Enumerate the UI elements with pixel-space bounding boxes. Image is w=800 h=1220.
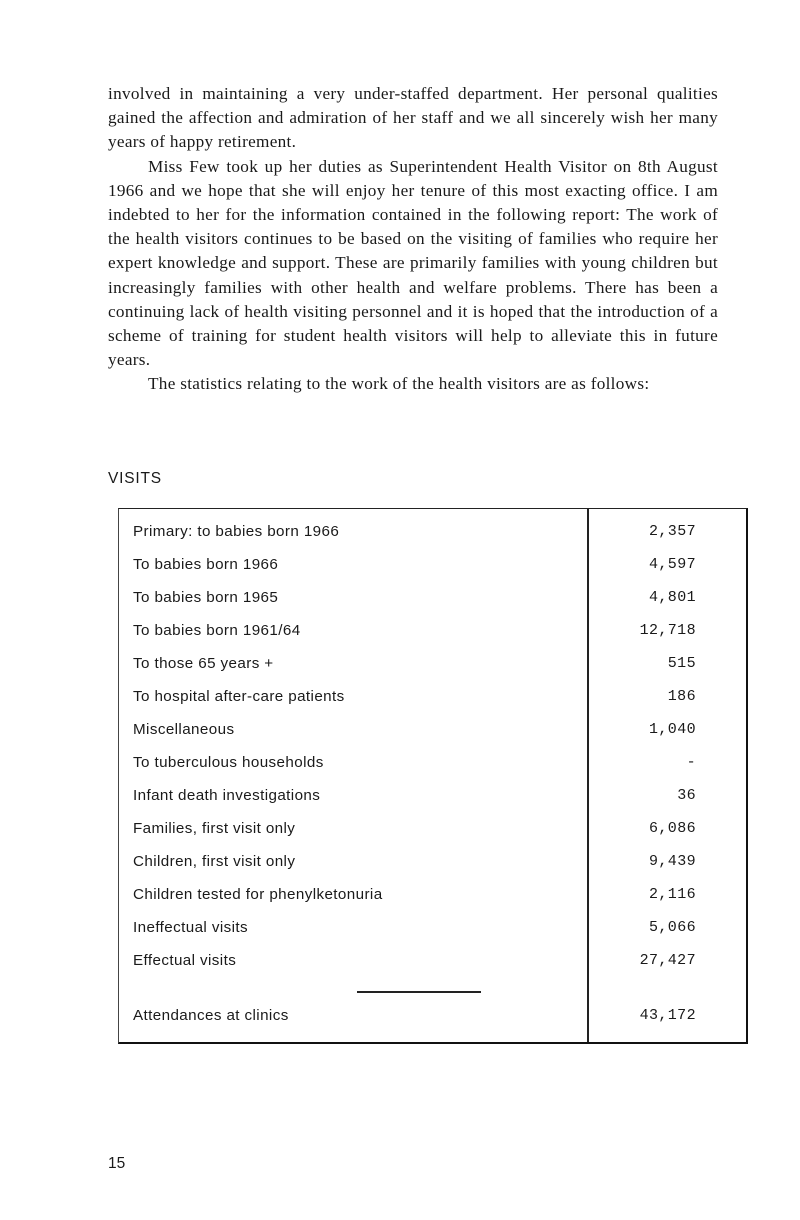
row-value: 515 xyxy=(667,655,696,672)
section-heading-visits: VISITS xyxy=(108,470,162,487)
table-row xyxy=(119,517,746,547)
paragraph-statistics-intro: The statistics relating to the work of the health visitors are as follows: xyxy=(148,374,650,394)
row-label: To babies born 1965 xyxy=(133,589,279,606)
table-row xyxy=(119,880,746,910)
body-text xyxy=(108,82,718,397)
clinic-row-label: Attendances at clinics xyxy=(133,1007,289,1024)
table-row xyxy=(119,748,746,778)
table-row xyxy=(119,814,746,844)
row-label: To tuberculous households xyxy=(133,754,324,771)
row-label: Primary: to babies born 1966 xyxy=(133,523,340,540)
table-row xyxy=(119,946,746,976)
table-row xyxy=(119,847,746,877)
separator-rule xyxy=(357,991,481,993)
row-label: Effectual visits xyxy=(133,952,237,969)
row-value: - xyxy=(686,754,696,771)
row-label: To babies born 1961/64 xyxy=(133,622,301,639)
row-value: 27,427 xyxy=(639,952,696,969)
row-value: 1,040 xyxy=(648,721,696,738)
row-value: 4,801 xyxy=(648,589,696,606)
row-label: To babies born 1966 xyxy=(133,556,279,573)
row-label: To hospital after-care patients xyxy=(133,688,345,705)
paragraph-continuation: involved in maintaining a very under-staffed department. Her personal qualities gained the affection and admiration of her staff and we all sincerely wish her many years of happy retirement. xyxy=(108,84,718,152)
table-row xyxy=(119,682,746,712)
clinic-row xyxy=(119,1001,746,1031)
row-label: Children, first visit only xyxy=(133,853,296,870)
visits-table xyxy=(118,508,748,1044)
table-row xyxy=(119,583,746,613)
row-value: 186 xyxy=(667,688,696,705)
row-label: Children tested for phenylketonuria xyxy=(133,886,383,903)
table-row xyxy=(119,715,746,745)
paragraph-superintendent: Miss Few took up her duties as Superintendent Health Visitor on 8th August 1966 and we hope that she will enjoy her tenure of this most exacting office. I am indebted to her for the information contained in the following report: The work of the health visitors continues to be based on the visiting of families who require her expert knowledge and support. These are primarily families with young children but increasingly families with other health and welfare problems. There has been a continuing lack of health visiting personnel and it is hoped that the introduction of a scheme of training for student health visitors will help to alleviate this in future years. xyxy=(108,156,718,370)
row-label: Infant death investigations xyxy=(133,787,321,804)
row-label: Miscellaneous xyxy=(133,721,235,738)
row-value: 12,718 xyxy=(639,622,696,639)
row-value: 6,086 xyxy=(648,820,696,837)
row-value: 5,066 xyxy=(648,919,696,936)
table-row xyxy=(119,781,746,811)
table-row xyxy=(119,913,746,943)
clinic-row-value: 43,172 xyxy=(639,1007,696,1024)
row-value: 2,116 xyxy=(648,886,696,903)
row-value: 36 xyxy=(677,787,696,804)
row-label: Ineffectual visits xyxy=(133,919,248,936)
row-value: 2,357 xyxy=(648,523,696,540)
table-row xyxy=(119,616,746,646)
row-label: To those 65 years + xyxy=(133,655,274,672)
row-label: Families, first visit only xyxy=(133,820,296,837)
row-value: 9,439 xyxy=(648,853,696,870)
table-row xyxy=(119,649,746,679)
page-number: 15 xyxy=(108,1155,126,1172)
table-row xyxy=(119,550,746,580)
row-value: 4,597 xyxy=(648,556,696,573)
